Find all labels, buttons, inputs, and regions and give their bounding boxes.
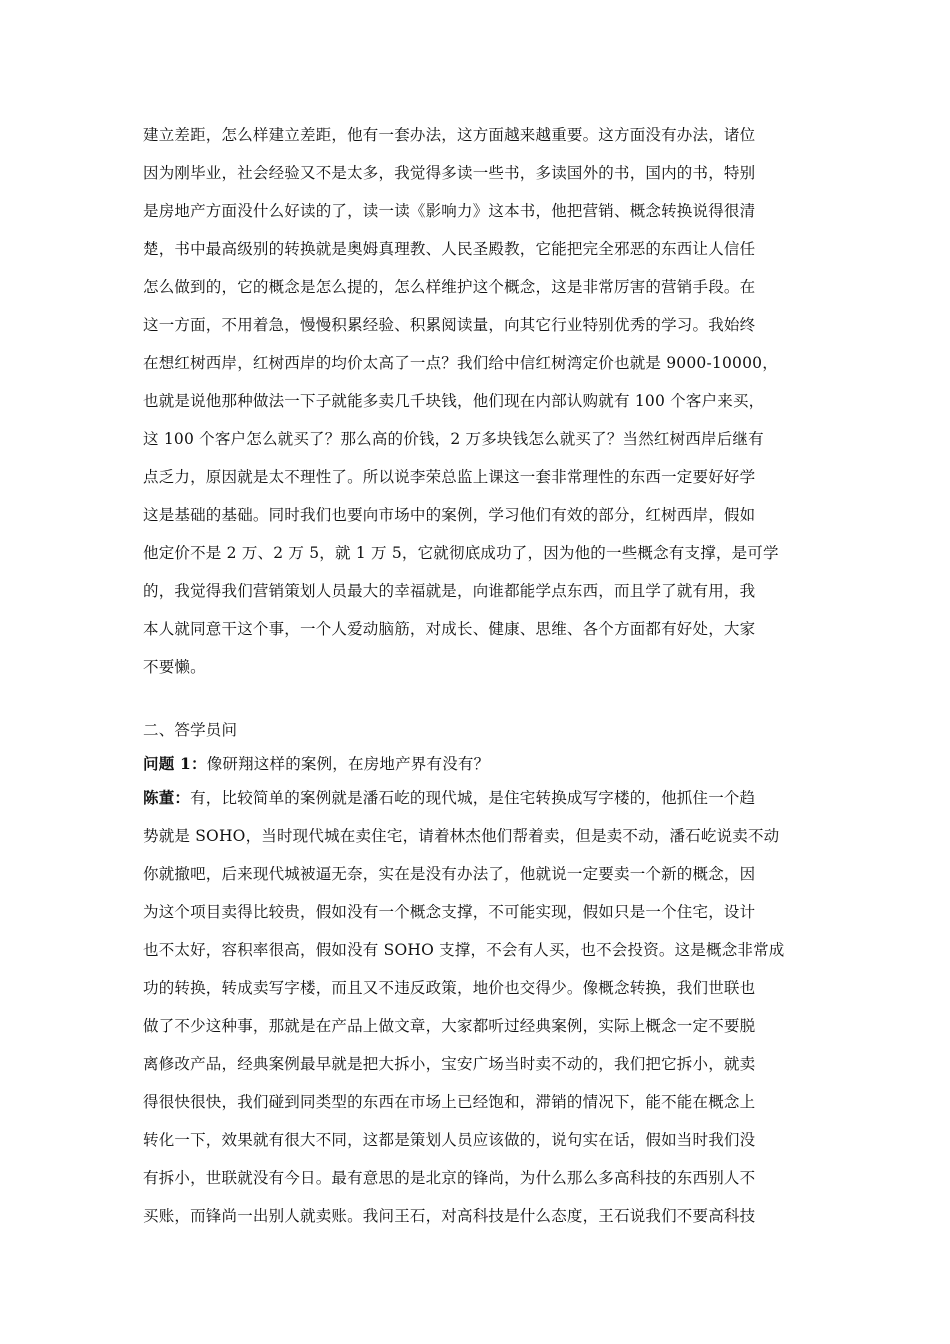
section-heading: 二、答学员问 — [143, 721, 238, 739]
question-label: 问题 1： — [143, 754, 207, 773]
text-line: 楚，书中最高级别的转换就是奥姆真理教、人民圣殿教，它能把完全邪恶的东西让人信任 — [143, 240, 756, 258]
text-line: 也就是说他那种做法一下子就能多卖几千块钱，他们现在内部认购就有 100 个客户来买， — [143, 392, 765, 410]
text-line: 因为刚毕业，社会经验又不是太多，我觉得多读一些书，多读国外的书，国内的书，特别 — [143, 164, 756, 182]
text-line: 也不太好，容积率很高，假如没有 SOHO 支撑，不会有人买，也不会投资。这是概念非常成 — [143, 941, 785, 959]
text-line: 为这个项目卖得比较贵，假如没有一个概念支撑，不可能实现，假如只是一个住宅，设计 — [143, 903, 756, 921]
text-line: 这一方面，不用着急，慢慢积累经验、积累阅读量，向其它行业特别优秀的学习。我始终 — [143, 316, 756, 334]
question-1 — [143, 754, 813, 774]
text-line: 你就撤吧，后来现代城被逼无奈，实在是没有办法了，他就说一定要卖一个新的概念，因 — [143, 865, 756, 883]
text-line: 在想红树西岸，红树西岸的均价太高了一点？我们给中信红树湾定价也就是 9000-10000， — [143, 354, 778, 372]
text-line: 买账，而锋尚一出别人就卖账。我问王石，对高科技是什么态度，王石说我们不要高科技 — [143, 1207, 756, 1225]
text-line: 是房地产方面没什么好读的了，读一读《影响力》这本书，他把营销、概念转换说得很清 — [143, 202, 756, 220]
text-line: 不要懒。 — [143, 658, 206, 676]
answer-speaker: 陈董： — [143, 788, 191, 807]
text-line: 这是基础的基础。同时我们也要向市场中的案例，学习他们有效的部分，红树西岸，假如 — [143, 506, 756, 524]
question-text: 像研翔这样的案例，在房地产界有没有？ — [206, 755, 490, 773]
text-line: 转化一下，效果就有很大不同，这都是策划人员应该做的，说句实在话，假如当时我们没 — [143, 1131, 756, 1149]
text-line: 得很快很快，我们碰到同类型的东西在市场上已经饱和，滞销的情况下，能不能在概念上 — [143, 1093, 756, 1111]
text-line: 有拆小，世联就没有今日。最有意思的是北京的锋尚，为什么那么多高科技的东西别人不 — [143, 1169, 756, 1187]
text-line: 建立差距，怎么样建立差距，他有一套办法，这方面越来越重要。这方面没有办法，诸位 — [143, 126, 756, 144]
text-line: 他定价不是 2 万、2 万 5，就 1 万 5，它就彻底成功了，因为他的一些概念有支撑，是可学 — [143, 544, 779, 562]
text-line: 这 100 个客户怎么就买了？那么高的价钱，2 万多块钱怎么就买了？当然红树西岸后继有 — [143, 430, 764, 448]
answer-text: 有，比较简单的案例就是潘石屹的现代城，是住宅转换成写字楼的，他抓住一个趋 — [190, 789, 756, 807]
text-line: 怎么做到的，它的概念是怎么提的，怎么样维护这个概念，这是非常厉害的营销手段。在 — [143, 278, 756, 296]
text-line: 的，我觉得我们营销策划人员最大的幸福就是，向谁都能学点东西，而且学了就有用，我 — [143, 582, 756, 600]
text-line: 点乏力，原因就是太不理性了。所以说李荣总监上课这一套非常理性的东西一定要好好学 — [143, 468, 756, 486]
text-line: 势就是 SOHO，当时现代城在卖住宅，请着林杰他们帮着卖，但是卖不动，潘石屹说卖不动 — [143, 827, 780, 845]
text-line: 功的转换，转成卖写字楼，而且又不违反政策，地价也交得少。像概念转换，我们世联也 — [143, 979, 756, 997]
text-line: 离修改产品，经典案例最早就是把大拆小，宝安广场当时卖不动的，我们把它拆小，就卖 — [143, 1055, 756, 1073]
text-line: 本人就同意干这个事，一个人爱动脑筋，对成长、健康、思维、各个方面都有好处，大家 — [143, 620, 756, 638]
answer-first-line — [143, 788, 813, 808]
text-line: 做了不少这种事，那就是在产品上做文章，大家都听过经典案例，实际上概念一定不要脱 — [143, 1017, 756, 1035]
